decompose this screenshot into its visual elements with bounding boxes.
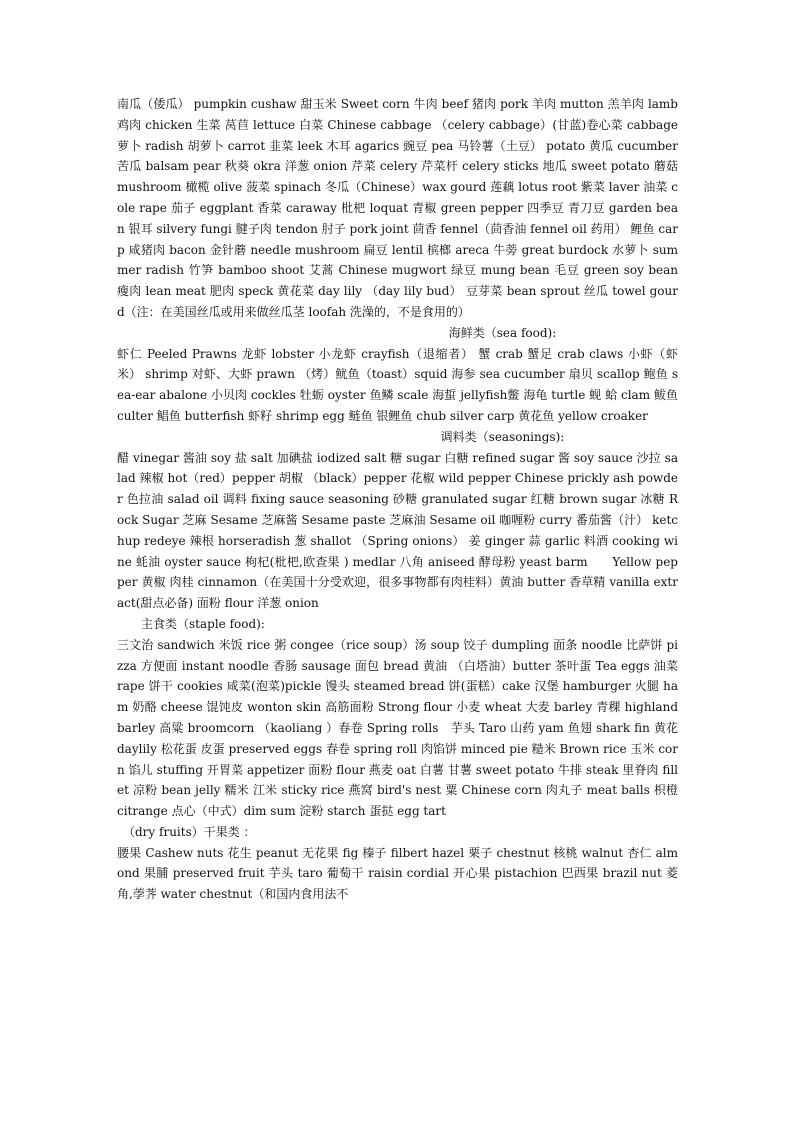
seasonings-paragraph: 醋 vinegar 酱油 soy 盐 salt 加碘盐 iodized salt 糖 sugar 白糖 refined sugar 酱 soy sauce 沙拉 salad 辣椒 hot（red）pepper 胡椒 （black）pepper 花椒 wild pepper Chinese prickly ash powder 色拉油 salad oil 调料 fixing sauce seasoning 砂糖 granulated sugar 红糖 brown sugar 冰糖 Rock Sugar 芝麻 Sesame 芝麻酱 Sesame paste 芝麻油 Sesame oil 咖喱粉 curry 番茄酱（汁） ketchup redeye 辣根 horseradish 葱 shallot （Spring onions） 姜 ginger 蒜 garlic 料酒 cooking wine 蚝油 oyster sauce 枸杞(枇杷,欧查果 ) medlar 八角 aniseed 酵母粉 yeast barm Yellow pepper 黄椒 肉桂 cinnamon（在美国十分受欢迎，很多事物都有肉桂料）黄油 butter 香草精 vanilla extract(甜点必备) 面粉 flour 洋葱 onion bbox=[117, 450, 678, 611]
document-page bbox=[117, 94, 678, 905]
staple-heading: 主食类（staple food): bbox=[141, 616, 265, 631]
dry-fruits-paragraph: 腰果 Cashew nuts 花生 peanut 无花果 fig 榛子 filbert hazel 栗子 chestnut 核桃 walnut 杏仁 almond 果脯 preserved fruit 芋头 taro 葡萄干 raisin cordial 开心果 pistachion 巴西果 brazil nut 菱角,荸荠 water chestnut（和国内食用法不 bbox=[117, 845, 678, 902]
seasonings-heading: 调料类（seasonings): bbox=[440, 429, 565, 444]
staple-paragraph: 三文治 sandwich 米饭 rice 粥 congee（rice soup）汤 soup 饺子 dumpling 面条 noodle 比萨饼 pizza 方便面 instant noodle 香肠 sausage 面包 bread 黄油 （白塔油）butter 茶叶蛋 Tea eggs 油菜 rape 饼干 cookies 咸菜(泡菜)pickle 馒头 steamed bread 饼(蛋糕）cake 汉堡 hamburger 火腿 ham 奶酪 cheese 馄饨皮 wonton skin 高筋面粉 Strong flour 小麦 wheat 大麦 barley 青稞 highland barley 高粱 broomcorn （kaoliang ）春卷 Spring rolls 芋头 Taro 山药 yam 鱼翅 shark fin 黄花 daylily 松花蛋 皮蛋 preserved eggs 春卷 spring roll 肉馅饼 minced pie 糙米 Brown rice 玉米 corn 馅儿 stuffing 开胃菜 appetizer 面粉 flour 燕麦 oat 白薯 甘薯 sweet potato 牛排 steak 里脊肉 fillet 凉粉 bean jelly 糯米 江米 sticky rice 燕窝 bird's nest 粟 Chinese corn 肉丸子 meat balls 枳橙 citrange 点心（中式）dim sum 淀粉 starch 蛋挞 egg tart bbox=[117, 637, 678, 819]
vegetables-paragraph: 南瓜（倭瓜） pumpkin cushaw 甜玉米 Sweet corn 牛肉 beef 猪肉 pork 羊肉 mutton 羔羊肉 lamb 鸡肉 chicken 生菜 莴苣 lettuce 白菜 Chinese cabbage （celery cabbage）(甘蓝)卷心菜 cabbage 萝卜 radish 胡萝卜 carrot 韭菜 leek 木耳 agarics 豌豆 pea 马铃薯（土豆） potato 黄瓜 cucumber 苦瓜 balsam pear 秋葵 okra 洋葱 onion 芹菜 celery 芹菜杆 celery sticks 地瓜 sweet potato 蘑菇 mushroom 橄榄 olive 菠菜 spinach 冬瓜（Chinese）wax gourd 莲藕 lotus root 紫菜 laver 油菜 cole rape 茄子 eggplant 香菜 caraway 枇杷 loquat 青椒 green pepper 四季豆 青刀豆 garden bean 银耳 silvery fungi 腱子肉 tendon 肘子 pork joint 茴香 fennel（茴香油 fennel oil 药用） 鲤鱼 carp 咸猪肉 bacon 金针蘑 needle mushroom 扁豆 lentil 槟榔 areca 牛蒡 great burdock 水萝卜 summer radish 竹笋 bamboo shoot 艾蒿 Chinese mugwort 绿豆 mung bean 毛豆 green soy bean 瘦肉 lean meat 肥肉 speck 黄花菜 day lily （day lily bud） 豆芽菜 bean sprout 丝瓜 towel gourd（注：在美国丝瓜或用来做丝瓜茎 loofah 洗澡的，不是食用的） bbox=[117, 97, 678, 319]
dry-fruits-heading: （dry fruits）干果类 ： bbox=[123, 824, 256, 839]
seafood-paragraph: 虾仁 Peeled Prawns 龙虾 lobster 小龙虾 crayfish（退缩者） 蟹 crab 蟹足 crab claws 小虾（虾米） shrimp 对虾、大虾 prawn （烤）鱿鱼（toast）squid 海参 sea cucumber 扇贝 scallop 鲍鱼 sea-ear abalone 小贝肉 cockles 牡蛎 oyster 鱼鳞 scale 海蜇 jellyfish鳖 海龟 turtle 蚬 蛤 clam 鲅鱼 culter 鲳鱼 butterfish 虾籽 shrimp egg 鲢鱼 银鲤鱼 chub silver carp 黄花鱼 yellow croaker bbox=[117, 346, 678, 423]
seafood-heading: 海鲜类（sea food): bbox=[448, 325, 557, 340]
